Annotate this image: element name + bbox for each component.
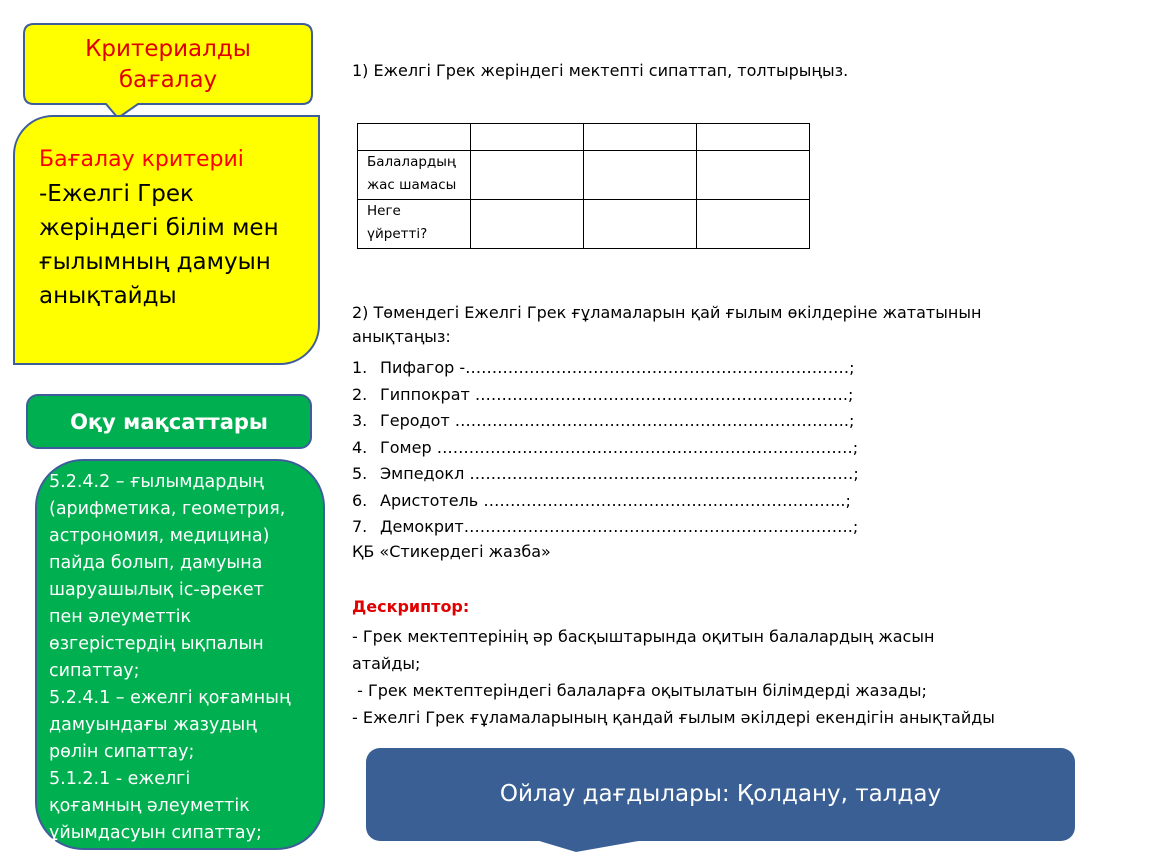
table-row [358,200,810,249]
list-item-number: 1. [352,358,368,377]
goal-line: ұйымдасуын сипаттау; [49,823,262,843]
table-cell[interactable] [471,200,584,249]
descriptor-list [352,623,1052,731]
thinking-skills-banner [366,748,1075,858]
table-cell[interactable] [697,151,810,200]
goal-line: өзгерістердің ықпалын [49,634,264,654]
descriptor-line: - Ежелгі Грек ғұламаларының қандай ғылым әкілдері екендігін анықтайды [352,708,995,727]
table-cell: Балалардың жас шамасы [358,151,471,200]
goal-line: сипаттау; [49,661,140,681]
list-item-number: 2. [352,384,368,404]
list-item [352,461,912,488]
list-item-text: Геродот ………………………………………………………………..; [380,411,855,430]
table-cell[interactable] [471,124,584,151]
goal-line: астрономия, медицина) [49,526,270,546]
list-item-number: 6. [352,490,368,510]
list-item-text: Демокрит……………………………………………………………….; [380,517,859,536]
goal-line: рөлін сипаттау; [49,742,195,762]
banner-text: Ойлау дағдылары: Қолдану, талдау [499,781,942,807]
table-cell[interactable] [584,200,697,249]
callout-title-line2: бағалау [118,67,218,93]
goal-line: дамуындағы жазудың [49,715,257,735]
task2-text: 2) Төмендегі Ежелгі Грек ғұламаларын қай ғылым өкілдеріне жататынын анықтаңыз: [352,303,982,346]
criteria-assessment-callout [22,22,314,122]
table-cell: Неге үйретті? [358,200,471,249]
list-item-number: 7. [352,517,368,536]
learning-goals-heading: Оқу мақсаттары [26,394,312,449]
learning-goals-box [35,459,325,850]
list-item [352,408,912,435]
list-item [352,355,912,382]
criteria-body: -Ежелгі Грек жеріндегі білім мен ғылымның дамуын анықтайды [39,181,279,309]
list-item-text: Пифагор -………………………………………………………………; [380,358,855,377]
table-cell[interactable] [358,124,471,151]
criteria-box [13,115,320,365]
goal-line: 5.1.2.1 - ежелгі [49,769,191,789]
list-item [352,435,912,462]
goal-line: қоғамның әлеуметтік [49,796,250,816]
table-cell[interactable] [471,151,584,200]
list-item-text: Гомер ……………………………………………………………………; [380,437,859,457]
list-item-number: 5. [352,464,368,483]
goal-line: шаруашылық іс-әрекет [49,580,264,600]
goal-line: 5.2.4.1 – ежелгі қоғамның [49,688,291,708]
goal-line: пен әлеуметтік [49,607,192,627]
goal-line: 5.2.4.2 – ғылымдардың [49,472,264,492]
table-row [358,124,810,151]
descriptor-line: - Грек мектептеріндегі балаларға оқытылатын білімдерді жазады; [352,681,927,700]
descriptor-line: атайды; [352,654,421,673]
list-item-text: Эмпедокл ………………………………………………………………; [380,464,859,483]
goal-line: пайда болып, дамуына [49,553,263,573]
list-item-number: 4. [352,437,368,457]
list-item [352,382,912,409]
table-row [358,151,810,200]
list-item-text: Аристотель …………………………………………………………..; [380,490,851,510]
list-item-number: 3. [352,411,368,430]
learning-goals-text [49,469,321,847]
descriptor-line: - Грек мектептерінің әр басқыштарында оқитын балалардың жасын [352,627,935,646]
list-item [352,514,912,541]
school-table [357,123,810,249]
kb-note: ҚБ «Стикердегі жазба» [352,542,551,561]
table-cell[interactable] [697,124,810,151]
table-cell[interactable] [584,151,697,200]
task1-text: 1) Ежелгі Грек жеріндегі мектепті сипаттап, толтырыңыз. [352,61,849,80]
criteria-heading: Бағалау критериі [39,147,244,172]
list-item [352,488,912,515]
goal-line: (арифметика, геометрия, [49,499,286,519]
list-item-text: Гиппократ …………………………………………………………….; [380,384,854,404]
callout-title-line1: Критериалды [85,36,251,62]
descriptor-title: Дескриптор: [352,597,470,616]
table-cell[interactable] [697,200,810,249]
table-cell[interactable] [584,124,697,151]
scholars-list [352,355,912,541]
